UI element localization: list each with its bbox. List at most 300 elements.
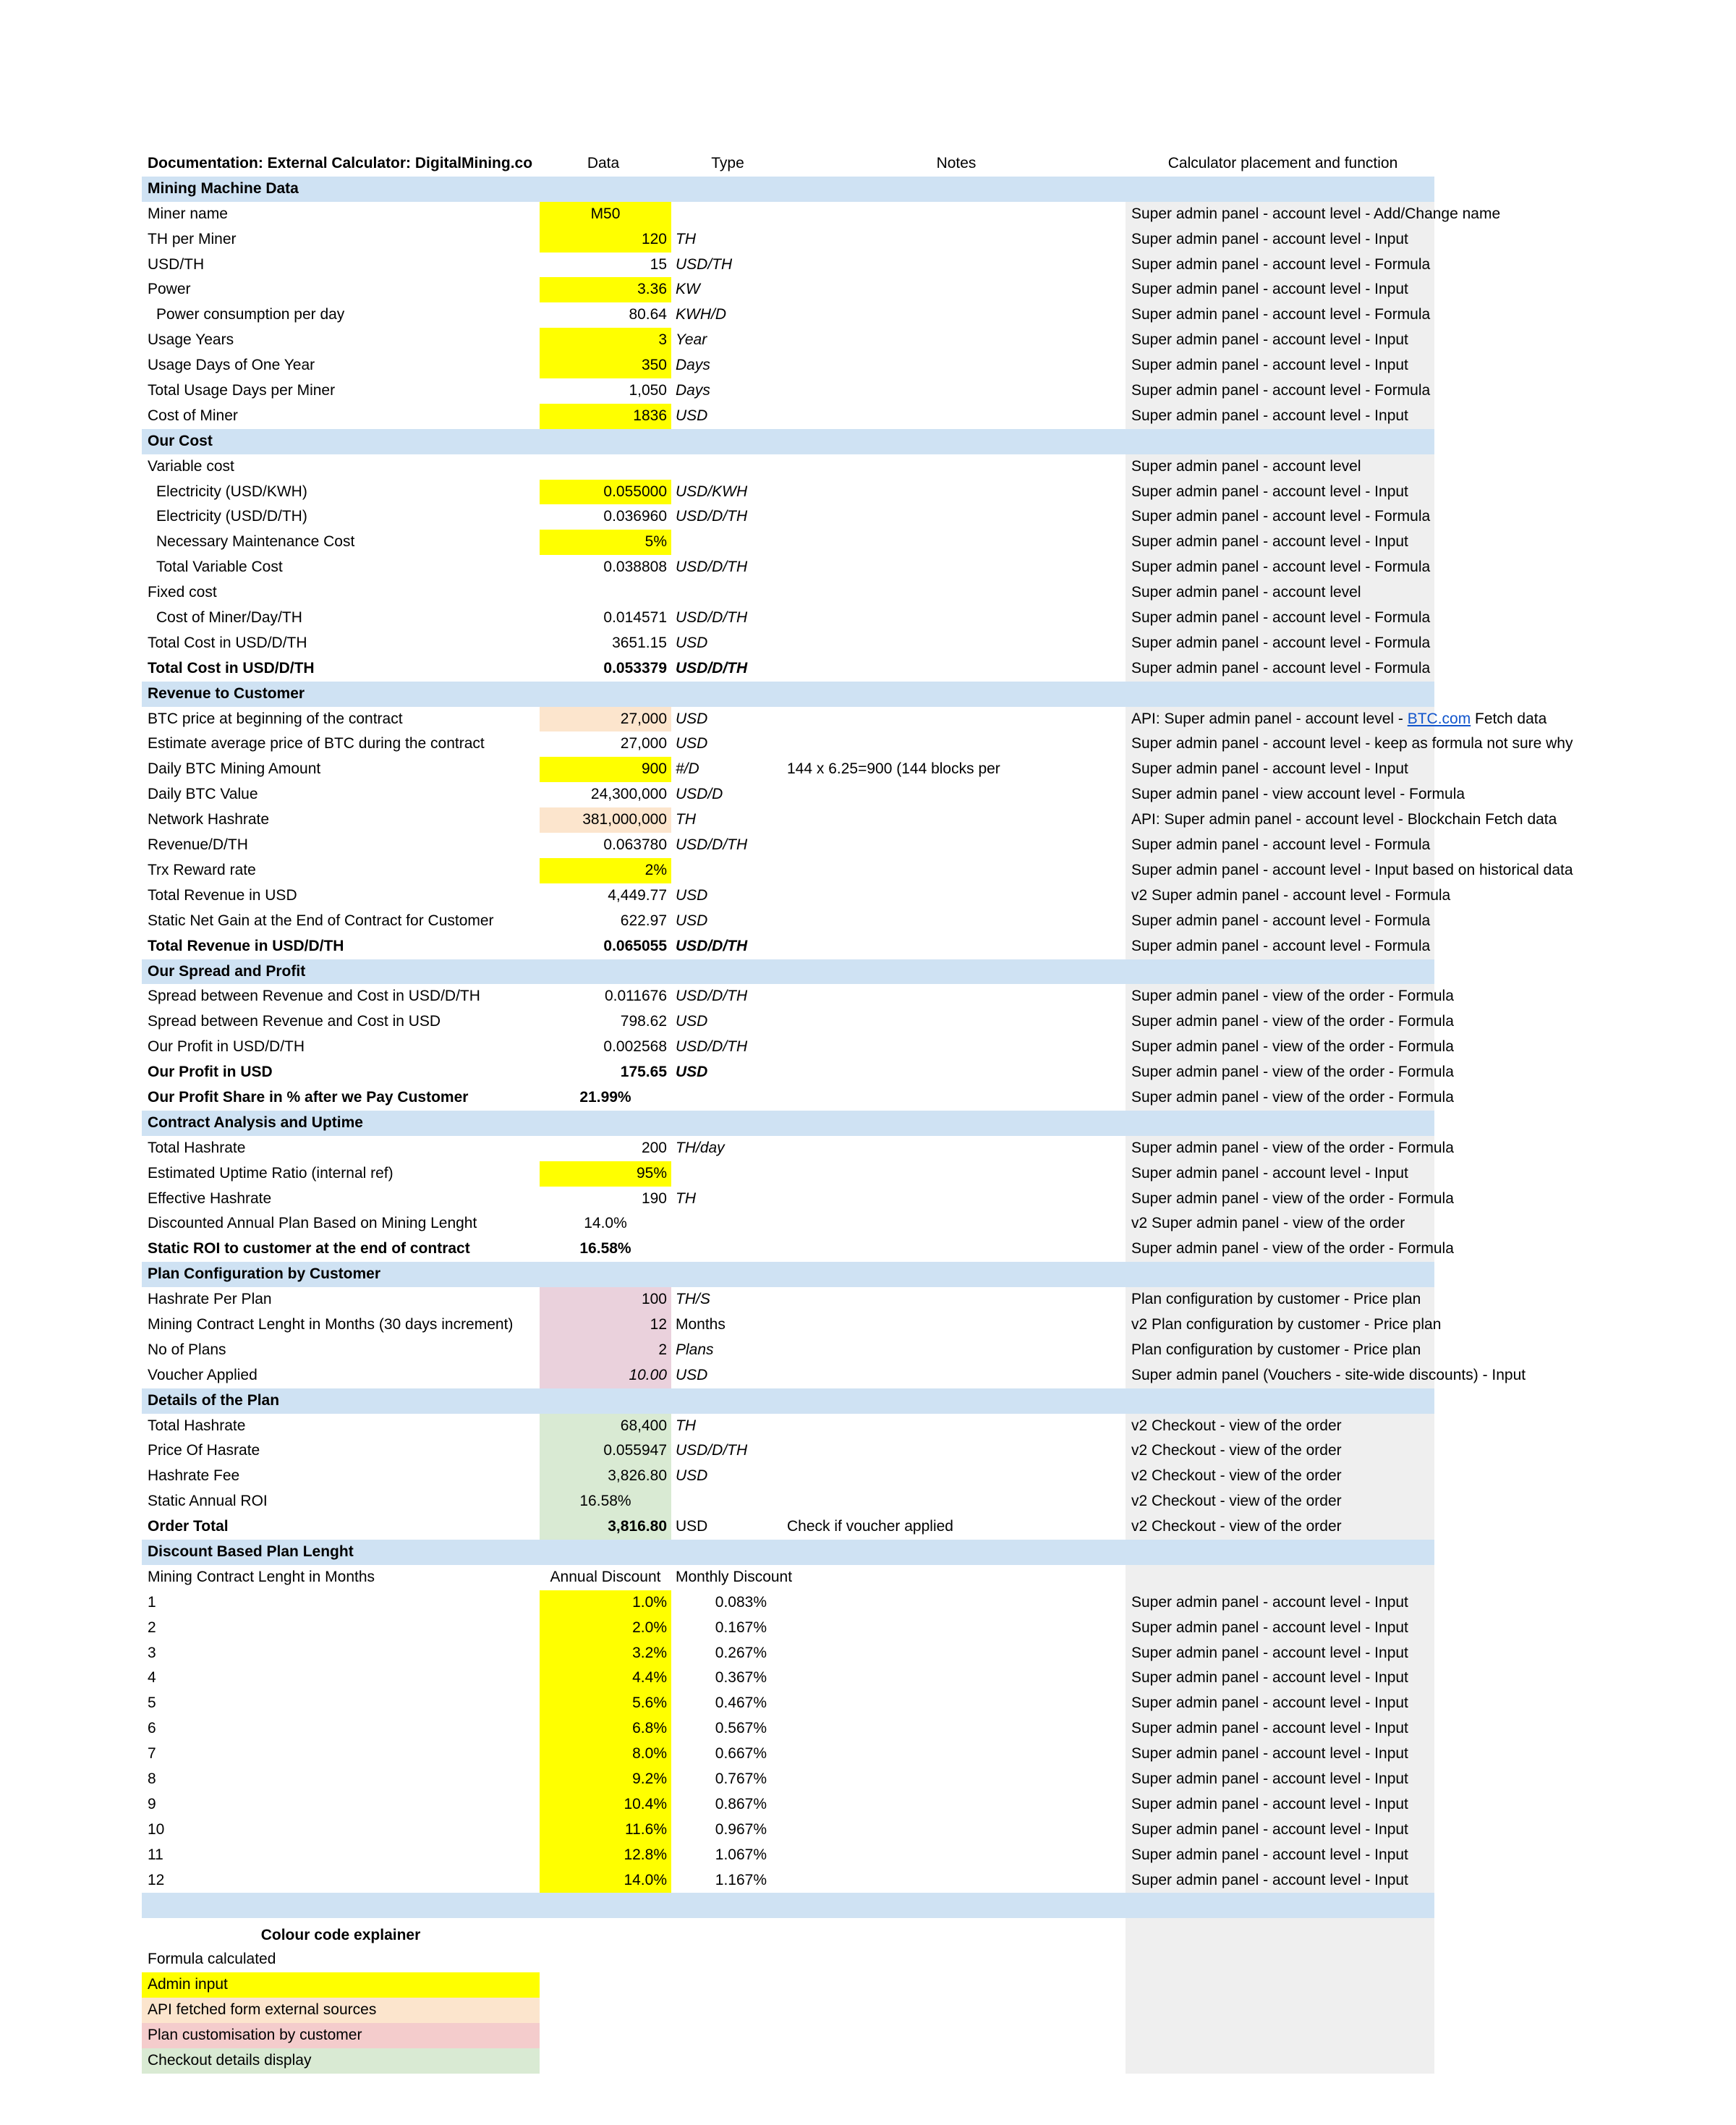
data-value[interactable]: 0.055000 [540,480,671,505]
calculator-placement: Super admin panel - account level - Input [1126,227,1434,253]
month-number: 4 [148,1669,156,1687]
unit-type: USD [676,886,708,904]
row-label: Fixed cost [148,584,217,601]
row-label: Our Profit in USD [148,1064,273,1081]
section-title: Our Cost [148,432,213,449]
section-title: Contract Analysis and Uptime [148,1114,363,1131]
table-row [142,404,1434,429]
section-title: Revenue to Customer [148,684,305,702]
calculator-placement: v2 Checkout - view of the order [1126,1414,1434,1439]
calculator-placement: Super admin panel - account level - Formula [1126,833,1434,858]
data-value: 622.97 [620,912,667,929]
unit-type: KW [676,281,700,298]
calculator-placement: Super admin panel - account level - Input [1126,328,1434,353]
note [780,1438,1126,1464]
row-label: Estimate average price of BTC during the contract [148,735,485,752]
calculator-placement: Super admin panel - view of the order - Formula [1126,1060,1434,1085]
column-header-type: Type [711,155,744,171]
data-value[interactable]: 3,826.80 [540,1464,671,1489]
table-row [142,1136,1454,1161]
section-header [142,177,1434,202]
note [780,1464,1126,1489]
calculator-placement: Super admin panel - account level - Input [1126,1792,1434,1818]
month-number: 10 [148,1820,165,1838]
unit-type [671,530,780,555]
section-header [142,1540,1434,1565]
calculator-placement: Super admin panel - account level - Formula [1126,555,1434,580]
table-row [142,1464,1434,1489]
data-value[interactable]: 100 [540,1287,671,1312]
note [780,504,1126,530]
data-value[interactable]: 10.00 [540,1363,671,1388]
calculator-placement: Super admin panel - account level - Input [1126,1742,1434,1767]
calculator-placement [1126,1947,1434,1972]
unit-type: Months [676,1315,726,1333]
calculator-placement: Super admin panel - view of the order - Formula [1126,1237,1434,1262]
monthly-discount: 0.667% [715,1745,767,1763]
row-label: Total Revenue in USD/D/TH [148,937,344,954]
row-label: Revenue/D/TH [148,836,248,854]
annual-discount[interactable]: 1.0% [540,1590,671,1616]
calculator-placement [1126,2023,1434,2048]
unit-type: USD [676,1064,708,1081]
annual-discount[interactable]: 10.4% [540,1792,671,1818]
annual-discount[interactable]: 11.6% [540,1818,671,1843]
data-value[interactable]: 900 [540,757,671,782]
calculator-placement: Plan configuration by customer - Price plan [1126,1287,1434,1312]
row-label: Daily BTC Mining Amount [148,760,321,778]
row-label: Total Hashrate [148,1417,246,1434]
data-value: 21.99% [579,1088,631,1106]
row-label: Total Cost in USD/D/TH [148,634,307,651]
annual-discount[interactable]: 2.0% [540,1616,671,1641]
table-row [142,227,1434,253]
monthly-discount: 1.167% [715,1871,767,1888]
annual-discount[interactable]: 4.4% [540,1666,671,1691]
annual-discount[interactable]: 9.2% [540,1767,671,1792]
discount-row [142,1641,1434,1666]
note: 144 x 6.25=900 (144 blocks per [787,760,1000,778]
row-label: Static ROI to customer at the end of contract [148,1240,470,1257]
legend-swatch-red: Plan customisation by customer [142,2023,540,2048]
data-value [540,454,671,480]
legend-swatch-orange: API fetched form external sources [142,1998,540,2023]
month-number: 9 [148,1795,156,1812]
month-number: 11 [148,1846,163,1863]
data-value: 15 [650,255,667,273]
calculator-placement [1126,2048,1434,2074]
btc-com-link[interactable]: BTC.com [1407,710,1471,727]
calculator-placement: Super admin panel - account level - Input [1126,1716,1434,1742]
discount-row [142,1691,1434,1716]
months-column-header: Mining Contract Lenght in Months [148,1568,375,1585]
unit-type: USD/D/TH [676,559,748,576]
row-label: Voucher Applied [148,1366,258,1383]
legend-item [142,1972,1434,1998]
data-value[interactable]: 95% [540,1161,671,1187]
note [780,984,1126,1009]
calculator-placement: Super admin panel - account level - Input [1126,1691,1434,1716]
data-value[interactable]: 350 [540,353,671,378]
unit-type: USD [676,735,708,752]
table-row [142,378,1434,404]
table-row [142,1009,1454,1035]
data-value[interactable]: 3 [540,328,671,353]
legend-item [142,1947,1434,1972]
unit-type: TH [676,811,696,828]
calculator-placement: Super admin panel - account level - Formula [1126,253,1434,278]
row-label: Discounted Annual Plan Based on Mining Lenght [148,1215,477,1232]
data-value[interactable]: M50 [540,202,671,227]
note [780,731,1126,757]
data-value[interactable]: 381,000,000 [540,807,671,833]
note [780,328,1126,353]
calculator-placement: v2 Checkout - view of the order [1126,1438,1434,1464]
unit-type: TH/day [676,1139,725,1156]
discount-row [142,1792,1434,1818]
row-label: Mining Contract Lenght in Months (30 days increment) [148,1315,514,1333]
row-label: Usage Days of One Year [148,357,315,374]
note [780,833,1126,858]
section-title: Discount Based Plan Lenght [148,1543,354,1560]
annual-discount[interactable]: 14.0% [540,1868,671,1893]
calculator-placement: Super admin panel - account level - Input [1126,1767,1434,1792]
monthly-discount: 0.567% [715,1720,767,1737]
table-row [142,909,1434,934]
note [780,1363,1126,1388]
discount-row [142,1716,1434,1742]
calculator-placement: v2 Super admin panel - view of the order [1126,1211,1434,1237]
unit-type: USD [676,710,708,727]
note [780,1211,1126,1237]
calculator-placement: Super admin panel - account level - Input [1126,480,1434,505]
legend-item [142,1998,1434,2023]
unit-type [671,1085,780,1111]
table-row [142,1414,1434,1439]
data-value: 0.038808 [603,559,667,576]
legend-item [142,2023,1434,2048]
annual-discount[interactable]: 6.8% [540,1716,671,1742]
section-header [142,1388,1434,1414]
table-row [142,883,1451,909]
calculator-placement: Super admin panel - view of the order - Formula [1126,1136,1434,1161]
note [780,1060,1126,1085]
row-label: Order Total [148,1518,229,1535]
row-label: Electricity (USD/KWH) [156,483,307,500]
section-header [142,959,1434,985]
note [780,480,1126,505]
unit-type: USD/D/TH [676,659,748,676]
calculator-placement: Super admin panel - account level - Input [1126,1868,1434,1893]
data-value[interactable]: 16.58% [540,1489,671,1514]
calculator-placement: Super admin panel - account level - Formula [1126,909,1434,934]
data-value: 14.0% [584,1215,627,1232]
row-label: TH per Miner [148,230,237,247]
unit-type: USD/D [676,786,723,803]
data-value: 798.62 [620,1013,667,1030]
annual-discount[interactable]: 12.8% [540,1843,671,1868]
note [780,631,1126,656]
unit-type: Days [676,382,710,399]
calculator-placement: Super admin panel - account level - keep as formula not sure why [1126,731,1434,757]
calculator-placement: Super admin panel - account level - Input based on historical data [1126,858,1434,883]
data-value[interactable]: 2 [540,1338,671,1363]
unit-type: USD/D/TH [676,609,748,627]
row-label: Effective Hashrate [148,1189,272,1207]
discount-row [142,1742,1434,1767]
table-row [142,253,1434,278]
row-label: Static Net Gain at the End of Contract for Customer [148,912,494,929]
row-label: Total Hashrate [148,1139,246,1156]
section-title: Mining Machine Data [148,179,299,197]
unit-type: USD [676,1518,708,1535]
note [780,353,1126,378]
discount-row [142,1616,1434,1641]
annual-discount[interactable]: 3.2% [540,1641,671,1666]
table-row [142,1489,1434,1514]
month-number: 5 [148,1695,156,1712]
unit-type [671,580,780,606]
data-value[interactable]: 120 [540,227,671,253]
unit-type: KWH/D [676,306,726,323]
calculator-placement [1126,1972,1434,1998]
table-row [142,1312,1442,1338]
note [780,782,1126,807]
table-row [142,277,1434,302]
table-row [142,1060,1454,1085]
unit-type: USD/TH [676,255,733,273]
monthly-discount: 0.167% [715,1619,767,1636]
calculator-placement: Super admin panel - account level - Input [1126,1666,1434,1691]
column-header-calculator-placement: Calculator placement and function [1167,155,1398,171]
row-label: Variable cost [148,457,234,475]
calculator-placement: Super admin panel - view of the order - Formula [1126,1187,1434,1212]
table-row [142,782,1465,807]
table-row [142,984,1454,1009]
calculator-placement: v2 Plan configuration by customer - Price plan [1126,1312,1434,1338]
calculator-placement: Super admin panel - view of the order - Formula [1126,1085,1434,1111]
note [780,302,1126,328]
unit-type: USD/D/TH [676,1038,748,1056]
legend-swatch-yellow: Admin input [142,1972,540,1998]
header-row [142,151,1434,177]
note [780,530,1126,555]
table-row [142,302,1434,328]
calculator-placement: Super admin panel - account level - Input [1126,1818,1434,1843]
table-row [142,555,1434,580]
month-number: 3 [148,1644,156,1661]
table-row [142,1085,1454,1111]
row-label: Cost of Miner [148,407,238,424]
note [780,707,1126,732]
note [780,202,1126,227]
monthly-discount: 1.067% [715,1846,767,1863]
row-label: Total Cost in USD/D/TH [148,659,315,676]
note [780,253,1126,278]
unit-type [671,1489,780,1514]
unit-type: USD [676,1467,708,1485]
note [780,227,1126,253]
calculator-placement: Plan configuration by customer - Price plan [1126,1338,1434,1363]
annual-discount-header: Annual Discount [550,1568,661,1585]
table-row [142,858,1573,883]
section-title: Our Spread and Profit [148,962,306,980]
note [780,404,1126,429]
legend-swatch-none: Formula calculated [148,1951,276,1968]
row-label: Power [148,281,191,298]
row-label: Miner name [148,205,228,222]
note [780,1414,1126,1439]
note [780,1338,1126,1363]
note [780,1136,1126,1161]
data-value[interactable]: 0.055947 [540,1438,671,1464]
calculator-placement [1126,1565,1434,1590]
unit-type: TH/S [676,1291,710,1308]
table-row [142,504,1434,530]
calculator-placement [1126,1918,1434,1947]
unit-type: USD [676,407,708,424]
calculator-placement: Super admin panel - account level - Input [1126,277,1434,302]
note [780,1161,1126,1187]
month-number: 12 [148,1871,165,1888]
data-value[interactable]: 3.36 [540,277,671,302]
row-label: Estimated Uptime Ratio (internal ref) [148,1164,393,1182]
calculator-placement: Super admin panel - view account level - Formula [1126,782,1434,807]
column-header-notes: Notes [936,155,977,171]
sheet-body [142,177,1573,2074]
note [780,606,1126,631]
month-number: 6 [148,1720,156,1737]
calculator-placement: Super admin panel - account level - Input [1126,1641,1434,1666]
calculator-placement: Super admin panel - account level - Input [1126,1590,1434,1616]
row-label: Daily BTC Value [148,786,258,803]
data-value: 0.065055 [603,937,667,954]
data-value[interactable]: 3,816.80 [540,1514,671,1540]
note [780,1237,1126,1262]
data-value: 80.64 [629,306,667,323]
annual-discount[interactable]: 8.0% [540,1742,671,1767]
data-value: 0.053379 [603,659,667,676]
data-value[interactable]: 27,000 [540,707,671,732]
calculator-placement: Super admin panel - account level - Input [1126,404,1434,429]
table-row [142,1438,1434,1464]
unit-type: USD [676,634,708,651]
row-label: Electricity (USD/D/TH) [156,508,307,525]
table-row [142,833,1434,858]
table-row [142,807,1557,833]
table-row [142,1287,1434,1312]
data-value[interactable]: 2% [540,858,671,883]
unit-type: USD/D/TH [676,988,748,1005]
data-value: 27,000 [620,735,667,752]
note [780,934,1126,959]
legend-title: Colour code explainer [260,1927,421,1944]
note [780,1085,1126,1111]
monthly-discount: 0.267% [715,1644,767,1661]
table-row [142,328,1434,353]
calculator-placement: API: Super admin panel - account level - Blockchain Fetch data [1126,807,1434,833]
discount-row [142,1590,1434,1616]
note [780,454,1126,480]
unit-type: TH [676,1417,696,1434]
data-value[interactable]: 1836 [540,404,671,429]
calculator-placement: v2 Checkout - view of the order [1126,1489,1434,1514]
table-row [142,1363,1526,1388]
calculator-placement: Super admin panel - account level - Formula [1126,302,1434,328]
calculator-placement: Super admin panel - account level - Formula [1126,378,1434,404]
data-value[interactable]: 5% [540,530,671,555]
calculator-placement: Super admin panel - account level - Input [1126,1161,1434,1187]
row-label: USD/TH [148,255,205,273]
calculator-placement: v2 Checkout - view of the order [1126,1464,1434,1489]
annual-discount[interactable]: 5.6% [540,1691,671,1716]
unit-type: USD [676,1013,708,1030]
note [780,656,1126,682]
unit-type: USD [676,912,708,929]
calculator-placement: Super admin panel - view of the order - Formula [1126,984,1434,1009]
note [780,580,1126,606]
monthly-discount-header: Monthly Discount [676,1568,793,1585]
data-value: 4,449.77 [608,886,667,904]
monthly-discount: 0.467% [715,1695,767,1712]
data-value: 16.58% [579,1240,631,1257]
table-row [142,202,1501,227]
table-row [142,1237,1454,1262]
data-value: 200 [641,1139,667,1156]
legend-swatch-green: Checkout details display [142,2048,540,2074]
row-label: Total Usage Days per Miner [148,382,336,399]
row-label: Spread between Revenue and Cost in USD [148,1013,441,1030]
monthly-discount: 0.967% [715,1820,767,1838]
unit-type: TH [676,1189,696,1207]
calculator-placement: Super admin panel - view of the order - Formula [1126,1009,1434,1035]
table-row [142,353,1434,378]
data-value: 0.063780 [603,836,667,854]
monthly-discount: 0.767% [715,1770,767,1787]
note: Check if voucher applied [787,1518,953,1535]
data-value[interactable]: 12 [540,1312,671,1338]
section-title: Details of the Plan [148,1391,280,1409]
data-value: 1,050 [629,382,667,399]
legend-title-row [142,1918,1434,1947]
table-row [142,757,1434,782]
section-header [142,1262,1434,1287]
unit-type [671,1161,780,1187]
row-label: Power consumption per day [156,306,345,323]
note [780,1035,1126,1060]
note [780,555,1126,580]
note [780,909,1126,934]
data-value: 0.014571 [603,609,667,627]
table-row [142,731,1573,757]
calculator-placement: Super admin panel - account level - Formula [1126,934,1434,959]
note [780,883,1126,909]
table-row [142,1514,1434,1540]
data-value[interactable]: 68,400 [540,1414,671,1439]
table-row [142,1211,1434,1237]
calculator-placement [1126,707,1547,732]
unit-type: USD/D/TH [676,1442,748,1459]
calculator-placement: Super admin panel - account level - Input [1126,530,1434,555]
calculator-placement: Super admin panel - account level - Input [1126,757,1434,782]
unit-type: USD/KWH [676,483,748,500]
calculator-placement: Super admin panel - account level [1126,580,1434,606]
data-value [540,580,671,606]
calculator-placement: Super admin panel - account level - Input [1126,1616,1434,1641]
discount-row [142,1666,1434,1691]
calculator-placement: Super admin panel - account level - Input [1126,1843,1434,1868]
calculator-placement: Super admin panel (Vouchers - site-wide discounts) - Input [1126,1363,1434,1388]
